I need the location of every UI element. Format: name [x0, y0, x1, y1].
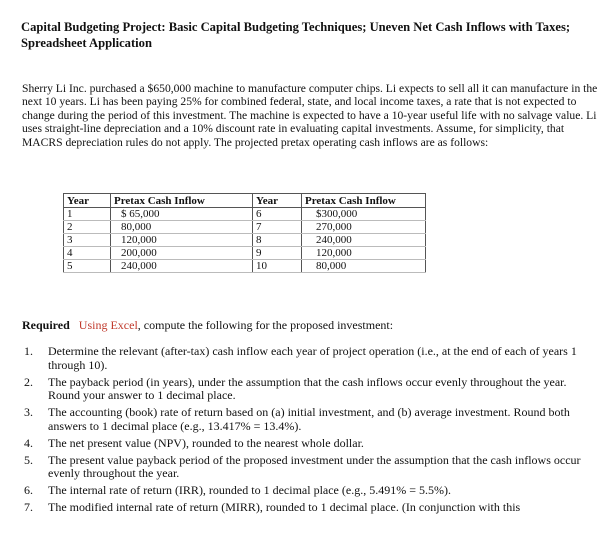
year-cell: 2: [64, 221, 111, 234]
year-cell: 3: [64, 234, 111, 247]
required-line: [22, 318, 393, 332]
inflow-cell: 80,000: [302, 260, 426, 273]
year-cell: 9: [253, 247, 302, 260]
question-number: 5.: [24, 452, 33, 467]
using-excel-link[interactable]: Using Excel: [78, 318, 138, 332]
intro-paragraph: Sherry Li Inc. purchased a $650,000 machine to manufacture computer chips. Li expects to sell all it can manufacture in the next 10 years. Li has been paying 25% for combined federal, state, and local income taxes, a rate that is not expected to change during the period of this investment. The machine is expected to have a 10-year useful life with no salvage value. Li uses straight-line depreciation and a 10% discount rate in evaluating capital investments. Assume, for simplicity, that MACRS depreciation rules do not apply. The projected pretax operating cash inflows are as follows:: [22, 82, 598, 149]
list-item: [22, 437, 599, 451]
year-cell: 6: [253, 208, 302, 221]
question-text: The payback period (in years), under the assumption that the cash inflows occur evenly throughout the year. Round your answer to 1 decimal place.: [48, 374, 567, 402]
inflow-cell: 120,000: [302, 247, 426, 260]
list-item: [22, 454, 599, 481]
question-number: 4.: [24, 435, 33, 450]
year-cell: 10: [253, 260, 302, 273]
required-text: , compute the following for the proposed investment:: [137, 318, 394, 332]
question-text: The accounting (book) rate of return based on (a) initial investment, and (b) average investment. Round both answers to 1 decimal place (e.g., 13.417% = 13.4%).: [48, 405, 570, 433]
question-text: Determine the relevant (after-tax) cash inflow each year of project operation (i.e., at the end of each of years 1 through 10).: [48, 344, 577, 372]
question-text: The present value payback period of the proposed investment under the assumption that the cash inflows occur evenly throughout the year.: [48, 452, 581, 480]
inflow-cell: 240,000: [302, 234, 426, 247]
document-title: Capital Budgeting Project: Basic Capital Budgeting Techniques; Uneven Net Cash Inflows with Taxes; Spreadsheet Application: [21, 20, 571, 50]
inflow-cell: 120,000: [111, 234, 253, 247]
year-cell: 1: [64, 208, 111, 221]
list-item: [22, 345, 599, 372]
list-item: [22, 484, 599, 498]
year-cell: 4: [64, 247, 111, 260]
year-cell: 5: [64, 260, 111, 273]
question-text: The modified internal rate of return (MIRR), rounded to 1 decimal place. (In conjunction with this: [48, 500, 521, 514]
inflow-cell: $300,000: [302, 208, 426, 221]
year-cell: 7: [253, 221, 302, 234]
header-year-1: Year: [64, 194, 111, 208]
table-row: [64, 260, 426, 273]
header-inflow-1: Pretax Cash Inflow: [111, 194, 253, 208]
required-label: Required: [22, 318, 70, 332]
inflow-cell: 270,000: [302, 221, 426, 234]
table-row: [64, 247, 426, 260]
table-row: [64, 221, 426, 234]
list-item: [22, 406, 599, 433]
question-number: 2.: [24, 374, 33, 389]
inflow-cell: $ 65,000: [111, 208, 253, 221]
question-number: 3.: [24, 405, 33, 419]
question-list: [22, 345, 599, 518]
inflow-cell: 80,000: [111, 221, 253, 234]
question-text: The net present value (NPV), rounded to the nearest whole dollar.: [48, 435, 364, 450]
question-text: The internal rate of return (IRR), rounded to 1 decimal place (e.g., 5.491% = 5.5%).: [48, 483, 451, 497]
question-number: 1.: [24, 344, 33, 358]
list-item: [22, 376, 599, 403]
header-year-2: Year: [253, 194, 302, 208]
question-number: 7.: [24, 500, 33, 514]
year-cell: 8: [253, 234, 302, 247]
question-number: 6.: [24, 483, 33, 497]
table-row: [64, 234, 426, 247]
list-item: [22, 501, 599, 515]
table-header-row: [64, 194, 426, 208]
inflow-cell: 240,000: [111, 260, 253, 273]
cash-inflow-table: [63, 193, 426, 273]
header-inflow-2: Pretax Cash Inflow: [302, 194, 426, 208]
inflow-cell: 200,000: [111, 247, 253, 260]
table-row: [64, 208, 426, 221]
